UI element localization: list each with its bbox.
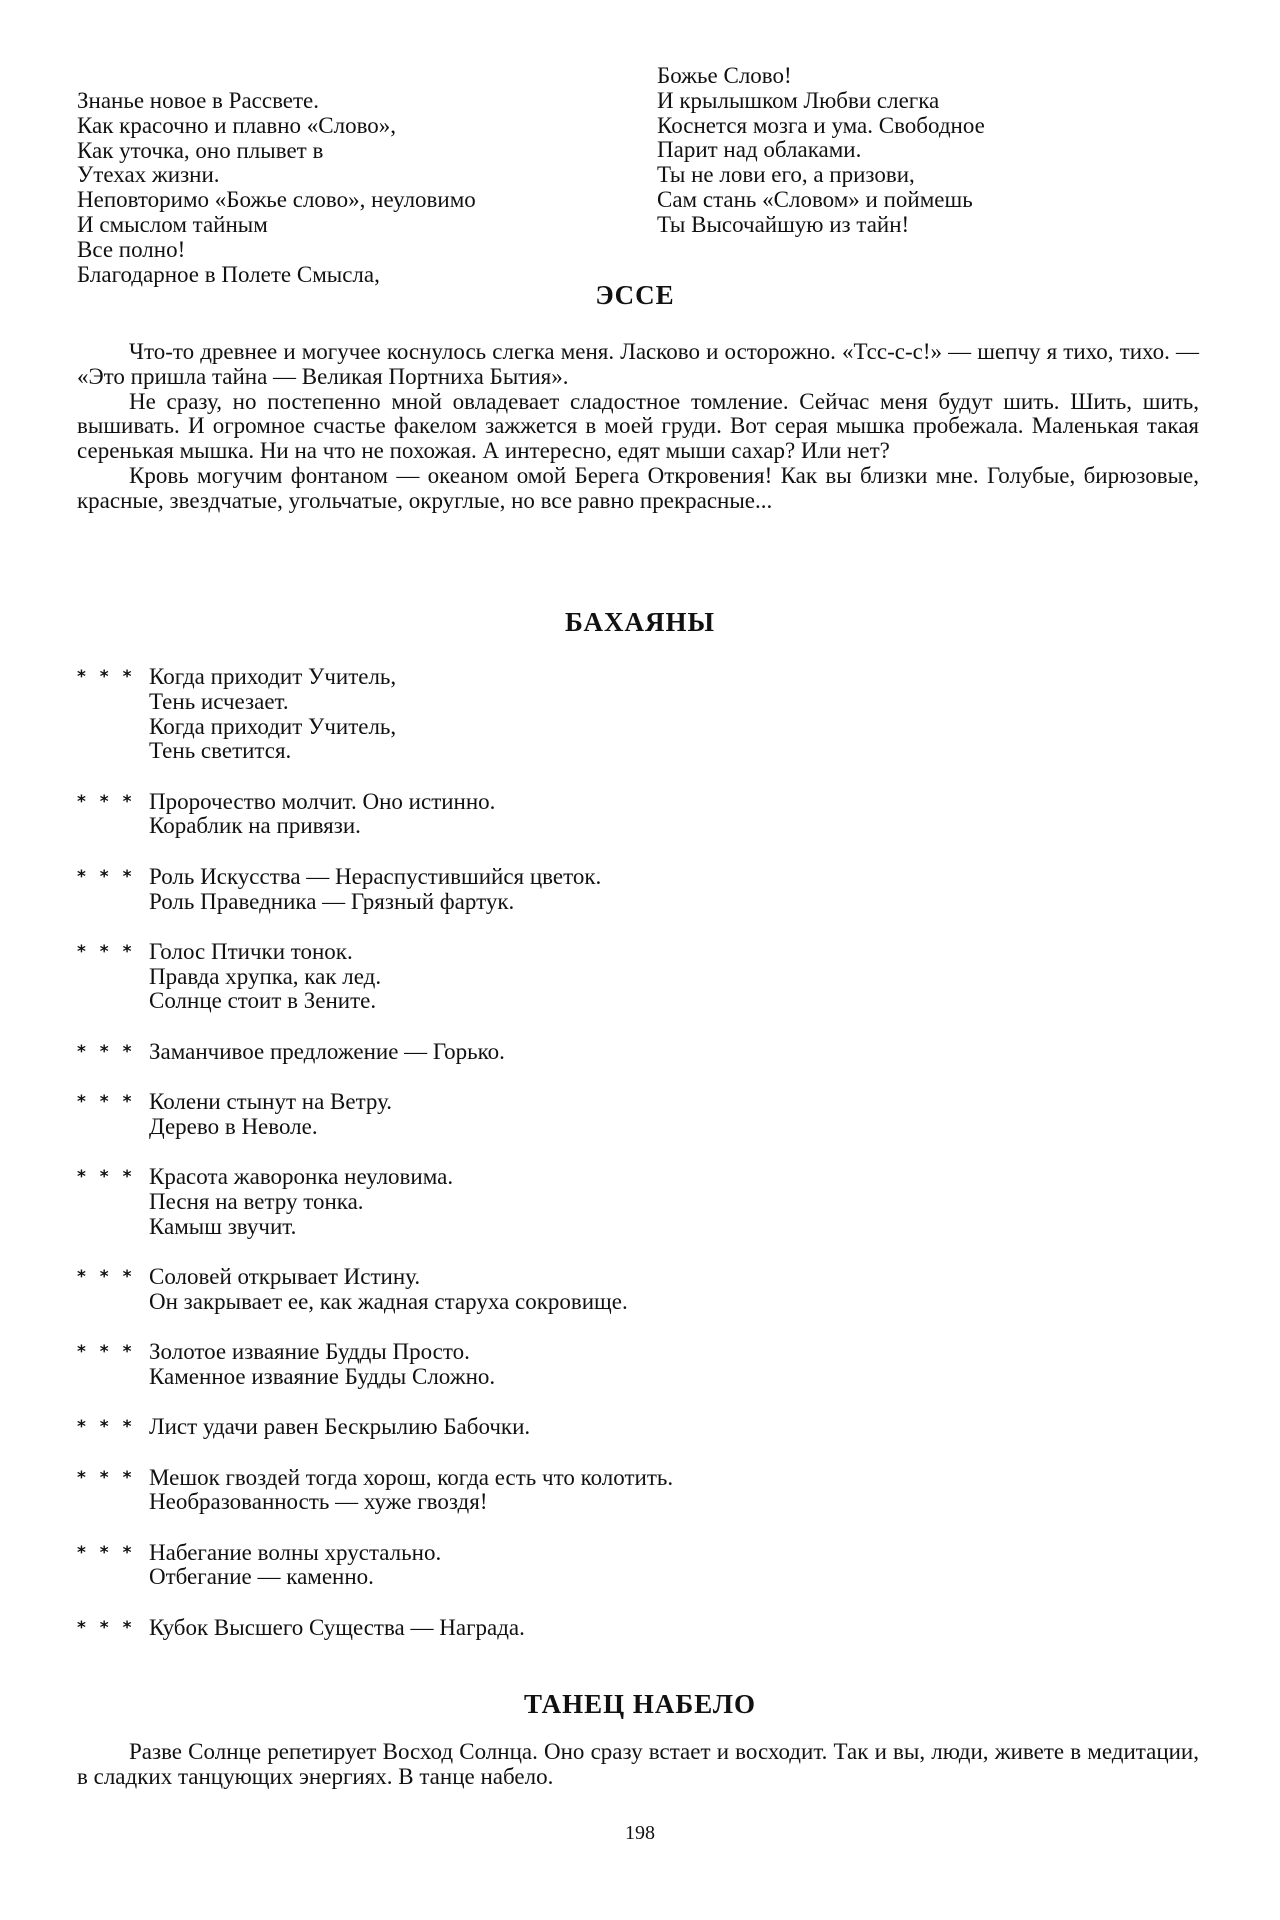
asterisk-marker: * * * [77,1041,136,1062]
saying-line: Тень исчезает. [149,688,289,714]
saying-line: Лист удачи равен Бескрылию Бабочки. [149,1414,531,1440]
poem-line: И смыслом тайным [77,211,268,237]
saying-line: Мешок гвоздей тогда хорош, когда есть что колотить. [149,1464,674,1490]
paragraph: Разве Солнце репетирует Восход Солнца. Оно сразу встает и восходит. Так и вы, люди, живете в медитации, в сладких танцующих энергиях. В танце набело. [77,1739,1199,1789]
asterisk-marker: * * * [77,667,136,687]
saying-lines [149,1541,1199,1591]
poem-line: Неповторимо «Божье слово», неуловимо [77,187,476,213]
saying-item [77,1265,1199,1315]
saying-line: Он закрывает ее, как жадная старуха сокровище. [149,1288,628,1314]
saying-lines [149,1616,1199,1641]
poem-line: Сам стань «Словом» и поймешь [657,186,973,212]
poem-line: Все полно! [77,236,186,262]
saying-item [77,1415,1199,1440]
paragraph: Не сразу, но постепенно мной овладевает сладостное томление. Сейчас меня будут шить. Шить, шить, вышивать. И огромное счастье факелом зажжется в моей груди. Вот серая мышка пробежала. Маленькая такая серенькая мышка. Ни на что не похожая. А интересно, едят мыши сахар? Или нет? [77,388,1199,464]
saying-item [77,1541,1199,1591]
poem-line: Парит над облаками. [657,137,862,163]
asterisk-marker: * * * [77,1617,136,1638]
saying-line: Когда приходит Учитель, [149,713,397,739]
saying-lines [149,1040,1199,1065]
saying-lines [149,1265,1199,1315]
asterisk-marker: * * * [77,1092,136,1113]
paragraph: Что-то древнее и могучее коснулось слегка меня. Ласково и осторожно. «Тсс-с-с!» — шепчу я тихо, тихо. — «Это пришла тайна — Великая Портниха Бытия». [77,339,1199,389]
sayings-list [77,665,1199,1666]
saying-lines [149,1466,1199,1516]
section-title-bahayany: БАХАЯНЫ [564,607,715,637]
saying-line: Золотое изваяние Будды Просто. [149,1339,470,1365]
saying-line: Красота жаворонка неуловима. [149,1164,454,1190]
saying-line: Набегание волны хрустально. [149,1539,442,1565]
page-number: 198 [625,1822,655,1844]
saying-line: Роль Искусства — Нераспустившийся цветок. [149,863,602,889]
saying-lines [149,665,1199,764]
saying-line: Когда приходит Учитель, [149,664,397,689]
esse-text [77,340,1199,514]
saying-line: Роль Праведника — Грязный фартук. [149,888,515,914]
saying-line: Кубок Высшего Существа — Награда. [149,1614,525,1640]
saying-line: Голос Птички тонок. [149,938,353,964]
poem-line: Как уточка, оно плывет в [77,137,324,163]
saying-item [77,1040,1199,1065]
poem-line: Божье Слово! [657,63,792,88]
asterisk-marker: * * * [77,1542,136,1563]
saying-line: Дерево в Неволе. [149,1113,318,1139]
asterisk-marker: * * * [77,791,136,812]
saying-item [77,1340,1199,1390]
poem-line: Коснется мозга и ума. Свободное [657,112,985,138]
section-title-tanets: ТАНЕЦ НАБЕЛО [523,1689,757,1719]
asterisk-marker: * * * [77,1267,136,1288]
saying-line: Необразованность — хуже гвоздя! [149,1489,488,1515]
asterisk-marker: * * * [77,1167,136,1188]
saying-line: Каменное изваяние Будды Сложно. [149,1363,496,1389]
tanets-text [77,1740,1199,1790]
saying-lines [149,1340,1199,1390]
poem-right-column [657,64,1197,238]
poem-left-column [77,89,617,287]
saying-line: Камыш звучит. [149,1213,297,1239]
saying-line: Пророчество молчит. Оно истинно. [149,788,496,814]
poem-line: Утехах жизни. [77,162,220,188]
saying-lines [149,790,1199,840]
saying-line: Соловей открывает Истину. [149,1264,421,1290]
saying-line: Солнце стоит в Зените. [149,988,377,1014]
saying-line: Отбегание — каменно. [149,1564,374,1590]
saying-item [77,665,1199,764]
asterisk-marker: * * * [77,1467,136,1488]
asterisk-marker: * * * [77,1417,136,1438]
asterisk-marker: * * * [77,1342,136,1363]
section-title-esse: ЭССЕ [595,280,675,310]
saying-lines [149,1165,1199,1239]
saying-item [77,1466,1199,1516]
poem-line: Ты Высочайшую из тайн! [657,211,910,237]
saying-lines [149,1415,1199,1440]
asterisk-marker: * * * [77,941,136,962]
saying-line: Кораблик на привязи. [149,813,361,839]
saying-lines [149,940,1199,1014]
poem-line: Благодарное в Полете Смысла, [77,261,380,287]
poem-line: И крылышком Любви слегка [657,87,940,113]
asterisk-marker: * * * [77,866,136,887]
saying-line: Песня на ветру тонка. [149,1188,364,1214]
saying-line: Тень светится. [149,738,292,764]
poem-line: Как красочно и плавно «Слово», [77,112,397,138]
saying-item [77,1090,1199,1140]
paragraph: Кровь могучим фонтаном — океаном омой Берега Откровения! Как вы близки мне. Голубые, бирюзовые, красные, звездчатые, угольчатые, округлые, но все равно прекрасные... [77,462,1199,513]
saying-line: Колени стынут на Ветру. [149,1089,393,1115]
saying-item [77,940,1199,1014]
poem-line: Знанье новое в Рассвете. [77,88,320,113]
saying-item [77,1165,1199,1239]
saying-line: Заманчивое предложение — Горько. [149,1038,505,1064]
saying-item [77,790,1199,840]
saying-item [77,1616,1199,1641]
saying-lines [149,865,1199,915]
saying-lines [149,1090,1199,1140]
saying-line: Правда хрупка, как лед. [149,963,382,989]
saying-item [77,865,1199,915]
poem-line: Ты не лови его, а призови, [657,162,915,188]
